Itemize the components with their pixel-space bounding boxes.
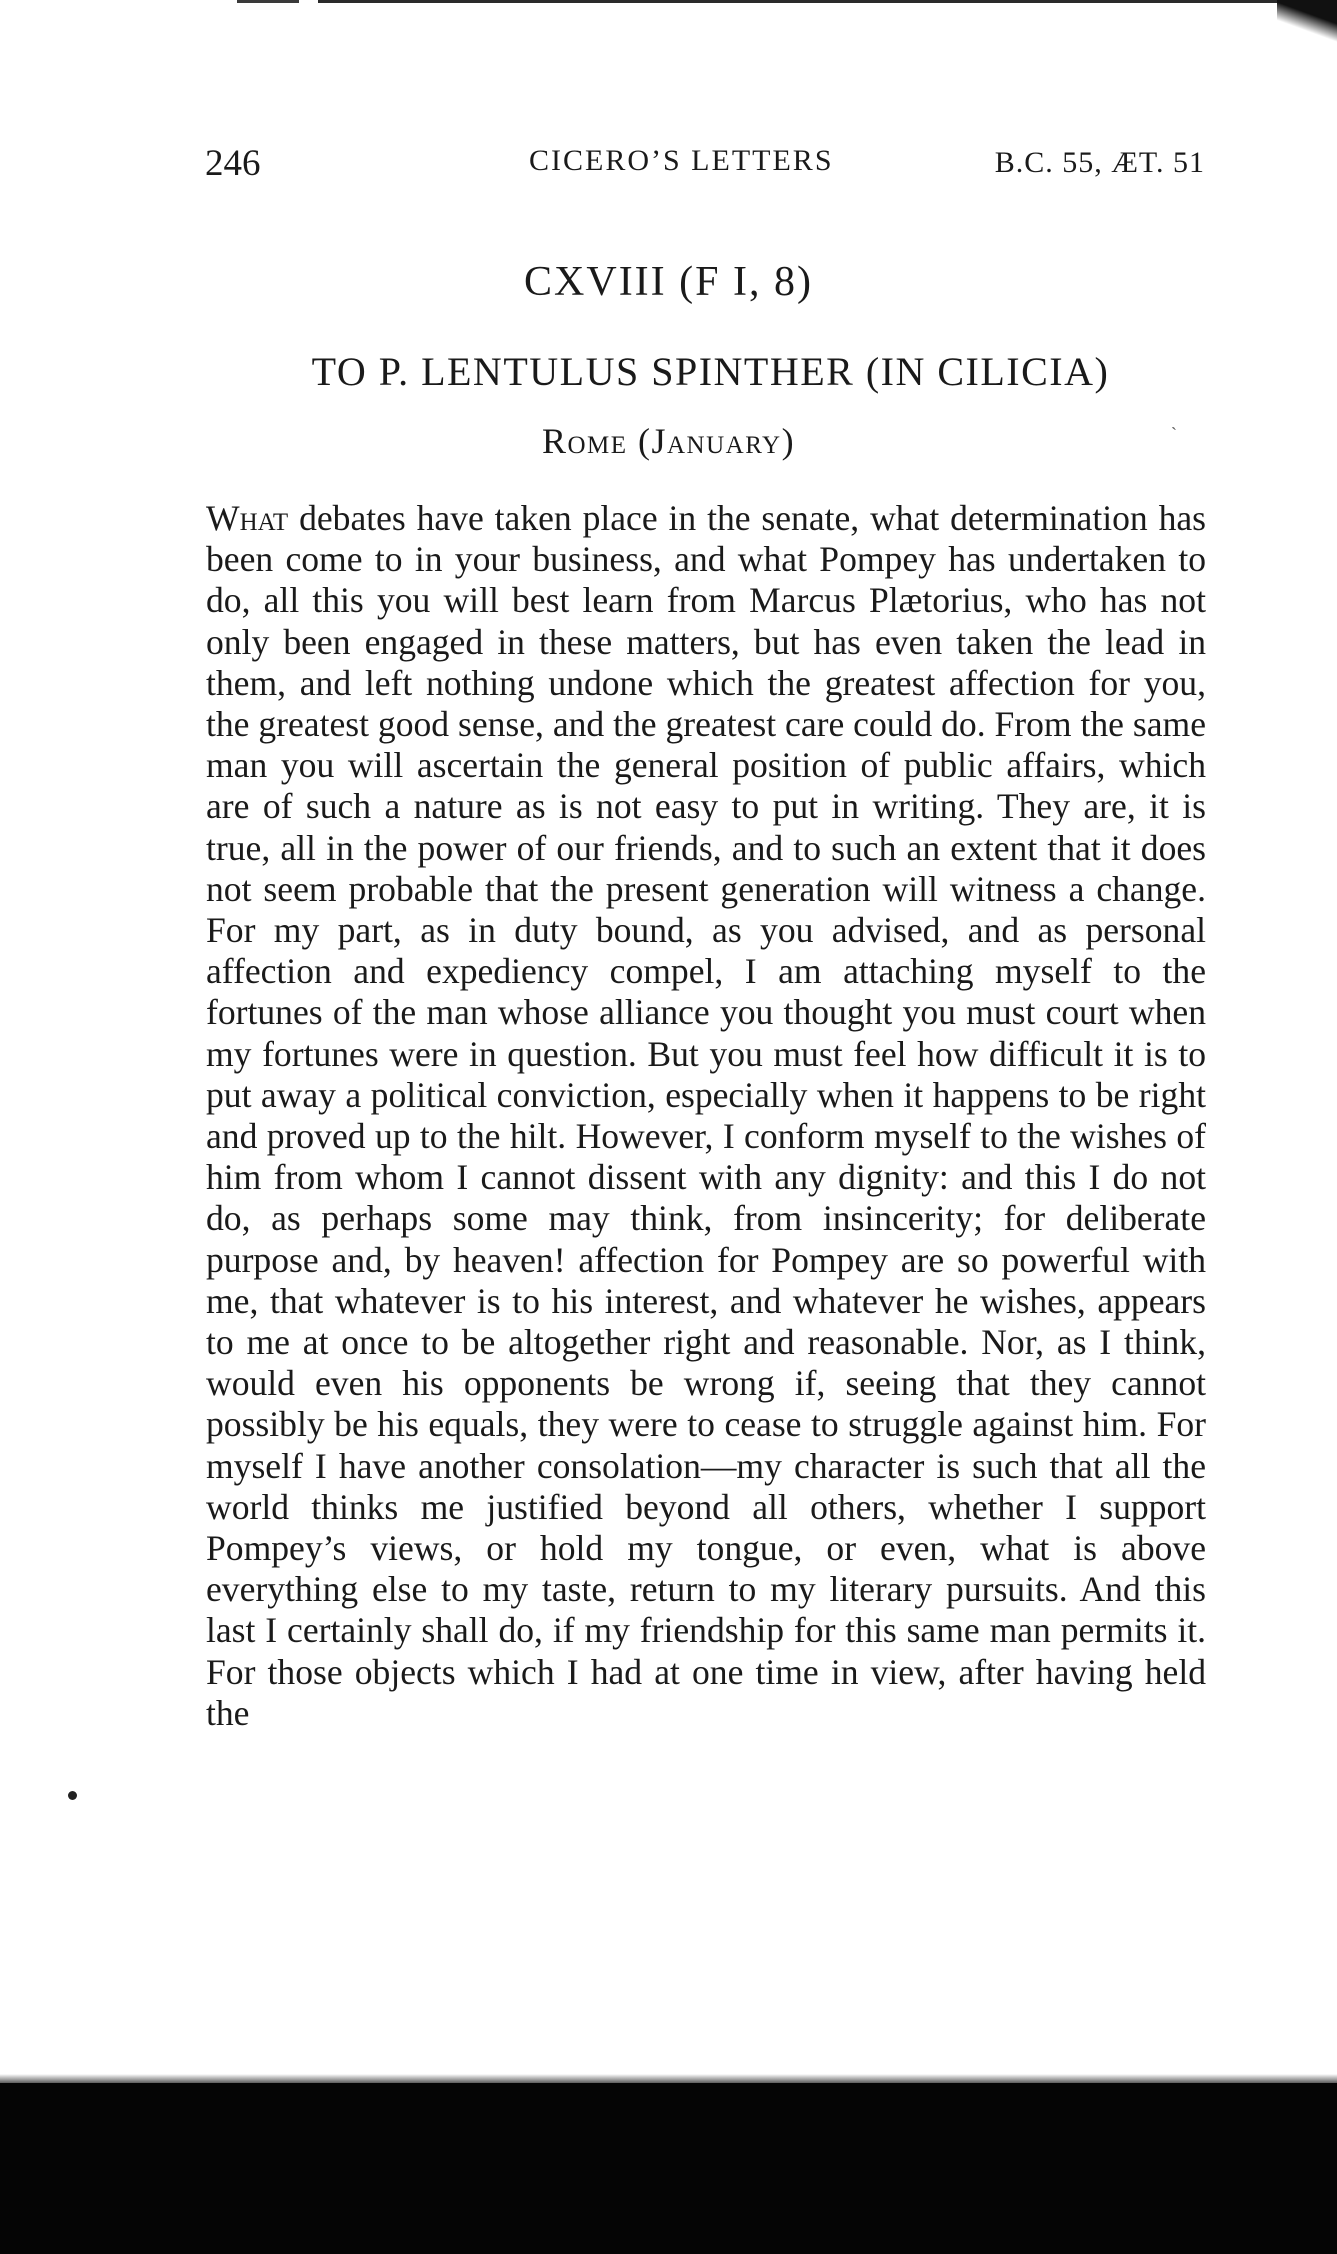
letter-place-date: Rome (January) — [541, 421, 796, 461]
scan-corner-shadow — [1277, 0, 1337, 46]
running-date: B.C. 55, ÆT. 51 — [994, 146, 1205, 179]
running-header — [205, 142, 1205, 188]
scan-bottom-band — [0, 2083, 1337, 2254]
running-title: CICERO’S LETTERS — [529, 144, 834, 177]
margin-dot — [68, 1791, 77, 1800]
top-rule-left — [237, 0, 299, 3]
body-text: debates have taken place in the senate, what determination has been come to in your business, and what Pompey has undertaken to do, all this you will best learn from Marcus Plætorius, who has not only been engaged in these matters, but has even taken the lead in them, and left nothing undone which the greatest affection for you, the greatest good sense, and the greatest care could do. From the same man you will ascertain the general position of public affairs, which are of such a nature as is not easy to put in writing. They are, it is true, all in the power of our friends, and to such an extent that it does not seem probable that the present generation will witness a change. For my part, as in duty bound, as you advised, and as personal affection and expediency compel, I am attaching myself to the fortunes of the man whose alliance you thought you must court when my fortunes were in question. But you must feel how difficult it is to put away a political conviction, especially when it happens to be right and proved up to the hilt. However, I conform myself to the wishes of him from whom I cannot dissent with any dignity: and this I do not do, as perhaps some may think, from insincerity; for deliberate purpose and, by heaven! affection for Pompey are so powerful with me, that whatever is to his interest, and whatever he wishes, appears to me at once to be altogether right and reasonable. Nor, as I think, would even his opponents be wrong if, seeing that they cannot possibly be his equals, they were to cease to struggle against him. For myself I have another consolation—my character is such that all the world thinks me justified beyond all others, whether I support Pompey’s views, or hold my tongue, or even, what is above everything else to my taste, return to my literary pursuits. And this last I certainly shall do, if my friendship for this same man permits it. For those objects which I had at one time in view, after having held the — [206, 498, 1206, 1733]
stray-mark: ` — [1171, 424, 1177, 444]
letter-addressee: TO P. LENTULUS SPINTHER (IN CILICIA) — [311, 349, 1110, 394]
top-rule — [318, 0, 1318, 3]
lead-word: What — [206, 498, 289, 538]
page-number: 246 — [205, 143, 261, 184]
letter-number: CXVIII (F I, 8) — [524, 259, 813, 305]
letter-body — [206, 498, 1206, 1734]
